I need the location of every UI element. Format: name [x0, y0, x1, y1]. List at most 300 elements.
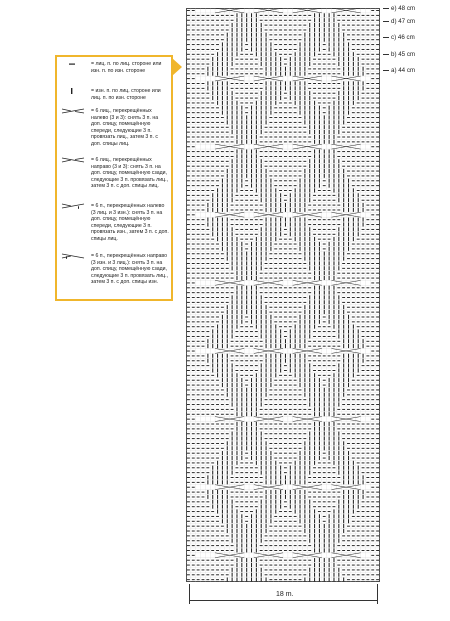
knit-stitch-mark: [260, 209, 263, 210]
knit-stitch-mark: [362, 506, 365, 507]
purl-stitch-mark: [304, 193, 305, 197]
purl-stitch-mark: [212, 480, 213, 484]
purl-stitch-mark: [261, 329, 262, 333]
knit-stitch-mark: [376, 175, 379, 176]
purl-stitch-mark: [236, 28, 237, 32]
purl-stitch-mark: [212, 466, 213, 470]
knit-stitch-mark: [187, 535, 190, 536]
knit-stitch-mark: [211, 180, 214, 181]
purl-stitch-mark: [343, 179, 344, 183]
knit-stitch-mark: [197, 229, 200, 230]
knit-stitch-mark: [328, 234, 331, 235]
knit-stitch-mark: [284, 287, 287, 288]
knit-stitch-mark: [376, 83, 379, 84]
purl-stitch-mark: [222, 86, 223, 90]
knit-stitch-mark: [240, 88, 243, 89]
knit-stitch-mark: [284, 98, 287, 99]
knit-stitch-mark: [245, 64, 248, 65]
purl-stitch-mark: [338, 300, 339, 304]
knit-stitch-mark: [299, 569, 302, 570]
purl-stitch-mark: [338, 38, 339, 42]
width-label: 18 m.: [276, 591, 294, 598]
knit-stitch-mark: [323, 185, 326, 186]
knit-stitch-mark: [226, 535, 229, 536]
purl-stitch-mark: [256, 543, 257, 547]
purl-stitch-mark: [338, 325, 339, 329]
knit-stitch-mark: [357, 292, 360, 293]
purl-stitch-mark: [270, 495, 271, 499]
knit-stitch-mark: [274, 433, 277, 434]
knit-stitch-mark: [328, 205, 331, 206]
knit-stitch-mark: [366, 287, 369, 288]
knit-stitch-mark: [265, 161, 268, 162]
knit-stitch-mark: [366, 336, 369, 337]
knit-stitch-mark: [250, 229, 253, 230]
purl-stitch-mark: [261, 52, 262, 56]
purl-stitch-mark: [348, 179, 349, 183]
knit-stitch-mark: [211, 278, 214, 279]
purl-stitch-mark: [314, 461, 315, 465]
knit-stitch-mark: [279, 268, 282, 269]
purl-stitch-mark: [314, 509, 315, 513]
purl-stitch-mark: [333, 300, 334, 304]
purl-stitch-mark: [261, 188, 262, 192]
knit-stitch-mark: [337, 482, 340, 483]
knit-stitch-mark: [187, 511, 190, 512]
knit-stitch-mark: [323, 365, 326, 366]
purl-stitch-mark: [338, 441, 339, 445]
knit-stitch-mark: [294, 185, 297, 186]
purl-stitch-mark: [299, 218, 300, 222]
purl-stitch-mark: [256, 422, 257, 426]
purl-stitch-mark: [232, 315, 233, 319]
knit-stitch-mark: [362, 472, 365, 473]
knit-stitch-mark: [371, 487, 374, 488]
knit-stitch-mark: [192, 555, 195, 556]
knit-stitch-mark: [352, 394, 355, 395]
knit-stitch-mark: [366, 127, 369, 128]
knit-stitch-mark: [187, 516, 190, 517]
knit-stitch-mark: [274, 317, 277, 318]
knit-stitch-mark: [347, 166, 350, 167]
purl-stitch-mark: [241, 154, 242, 158]
knit-stitch-mark: [206, 93, 209, 94]
purl-stitch-mark: [246, 436, 247, 440]
knit-stitch-mark: [376, 20, 379, 21]
knit-stitch-mark: [289, 526, 292, 527]
knit-stitch-mark: [328, 88, 331, 89]
knit-stitch-mark: [187, 258, 190, 259]
purl-stitch-mark: [236, 568, 237, 572]
purl-stitch-mark: [256, 300, 257, 304]
knit-stitch-mark: [313, 472, 316, 473]
purl-stitch-mark: [280, 490, 281, 494]
knit-stitch-mark: [202, 462, 205, 463]
knit-stitch-mark: [255, 209, 258, 210]
knit-stitch-mark: [308, 550, 311, 551]
purl-stitch-mark: [236, 456, 237, 460]
purl-stitch-mark: [251, 252, 252, 256]
purl-stitch-mark: [236, 169, 237, 173]
purl-stitch-mark: [333, 315, 334, 319]
purl-stitch-mark: [256, 106, 257, 110]
purl-stitch-mark: [280, 368, 281, 372]
purl-stitch-mark: [241, 436, 242, 440]
knit-stitch-mark: [376, 492, 379, 493]
knit-stitch-mark: [202, 248, 205, 249]
knit-stitch-mark: [260, 278, 263, 279]
purl-stitch-mark: [241, 393, 242, 397]
knit-stitch-mark: [342, 545, 345, 546]
purl-stitch-mark: [275, 96, 276, 100]
knit-stitch-mark: [192, 141, 195, 142]
purl-stitch-mark: [251, 524, 252, 528]
knit-stitch-mark: [323, 482, 326, 483]
knit-stitch-mark: [260, 151, 263, 152]
knit-stitch-mark: [366, 516, 369, 517]
knit-stitch-mark: [371, 375, 374, 376]
knit-stitch-mark: [284, 117, 287, 118]
knit-stitch-mark: [226, 404, 229, 405]
purl-stitch-mark: [241, 519, 242, 523]
knit-stitch-mark: [352, 443, 355, 444]
knit-stitch-mark: [376, 107, 379, 108]
purl-stitch-mark: [333, 393, 334, 397]
knit-stitch-mark: [371, 555, 374, 556]
knit-stitch-mark: [376, 331, 379, 332]
knit-stitch-mark: [245, 317, 248, 318]
purl-stitch-mark: [304, 490, 305, 494]
knit-stitch-mark: [226, 409, 229, 410]
knit-stitch-mark: [337, 141, 340, 142]
knit-stitch-mark: [202, 73, 205, 74]
purl-stitch-mark: [309, 471, 310, 475]
purl-stitch-mark: [304, 373, 305, 377]
purl-stitch-mark: [227, 383, 228, 387]
knit-stitch-mark: [347, 30, 350, 31]
knit-stitch-mark: [211, 44, 214, 45]
purl-stitch-mark: [338, 106, 339, 110]
knit-stitch-mark: [323, 49, 326, 50]
knit-stitch-mark: [274, 389, 277, 390]
knit-stitch-mark: [289, 151, 292, 152]
knit-stitch-mark: [342, 560, 345, 561]
purl-stitch-mark: [343, 81, 344, 85]
purl-stitch-mark: [266, 514, 267, 518]
knit-stitch-mark: [313, 205, 316, 206]
knit-stitch-mark: [206, 132, 209, 133]
knit-stitch-mark: [187, 569, 190, 570]
knit-stitch-mark: [294, 550, 297, 551]
knit-stitch-mark: [187, 307, 190, 308]
purl-stitch-mark: [251, 256, 252, 260]
knit-stitch-mark: [357, 132, 360, 133]
knit-stitch-mark: [240, 73, 243, 74]
knit-stitch-mark: [192, 506, 195, 507]
knit-stitch-mark: [206, 565, 209, 566]
purl-stitch-mark: [348, 193, 349, 197]
knit-stitch-mark: [216, 44, 219, 45]
purl-stitch-mark: [261, 509, 262, 513]
knit-stitch-mark: [211, 175, 214, 176]
knit-stitch-mark: [328, 190, 331, 191]
purl-stitch-mark: [319, 534, 320, 538]
knit-stitch-mark: [289, 112, 292, 113]
knit-stitch-mark: [371, 448, 374, 449]
knit-stitch-mark: [265, 428, 268, 429]
knit-stitch-mark: [279, 535, 282, 536]
purl-stitch-mark: [227, 359, 228, 363]
purl-stitch-mark: [251, 558, 252, 562]
purl-stitch-mark: [314, 398, 315, 402]
purl-stitch-mark: [329, 300, 330, 304]
legend-box: [55, 55, 173, 301]
purl-stitch-mark: [343, 310, 344, 314]
knit-stitch-mark: [352, 248, 355, 249]
purl-stitch-mark: [343, 91, 344, 95]
knit-stitch-mark: [221, 540, 224, 541]
purl-stitch-mark: [266, 256, 267, 260]
purl-stitch-mark: [319, 383, 320, 387]
purl-stitch-mark: [217, 495, 218, 499]
knit-stitch-mark: [347, 433, 350, 434]
knit-stitch-mark: [323, 380, 326, 381]
knit-stitch-mark: [376, 64, 379, 65]
purl-stitch-mark: [329, 47, 330, 51]
purl-stitch-mark: [338, 432, 339, 436]
knit-stitch-mark: [231, 414, 234, 415]
knit-stitch-mark: [197, 88, 200, 89]
purl-stitch-mark: [333, 427, 334, 431]
knit-stitch-mark: [265, 297, 268, 298]
purl-stitch-mark: [358, 490, 359, 494]
purl-stitch-mark: [222, 500, 223, 504]
knit-stitch-mark: [376, 531, 379, 532]
knit-stitch-mark: [376, 292, 379, 293]
knit-stitch-mark: [245, 385, 248, 386]
purl-stitch-mark: [353, 62, 354, 66]
purl-stitch-mark: [343, 578, 344, 582]
purl-stitch-mark: [227, 514, 228, 518]
knit-stitch-mark: [294, 389, 297, 390]
knit-stitch-mark: [206, 127, 209, 128]
purl-stitch-mark: [314, 135, 315, 139]
purl-stitch-mark: [324, 159, 325, 163]
knit-stitch-mark: [211, 297, 214, 298]
purl-stitch-mark: [333, 529, 334, 533]
knit-stitch-mark: [352, 545, 355, 546]
knit-stitch-mark: [192, 156, 195, 157]
purl-stitch-mark: [358, 471, 359, 475]
knit-stitch-mark: [187, 467, 190, 468]
knit-stitch-mark: [211, 317, 214, 318]
purl-stitch-mark: [309, 125, 310, 129]
purl-stitch-mark: [261, 300, 262, 304]
purl-stitch-mark: [314, 373, 315, 377]
purl-stitch-mark: [266, 169, 267, 173]
knit-stitch-mark: [211, 268, 214, 269]
knit-stitch-mark: [274, 112, 277, 113]
knit-stitch-mark: [294, 180, 297, 181]
knit-stitch-mark: [303, 574, 306, 575]
knit-stitch-mark: [371, 171, 374, 172]
knit-stitch-mark: [328, 462, 331, 463]
knit-stitch-mark: [206, 112, 209, 113]
knit-stitch-mark: [366, 98, 369, 99]
knit-stitch-mark: [192, 219, 195, 220]
purl-stitch-mark: [236, 256, 237, 260]
height-label-b: b) 45 cm: [391, 51, 416, 58]
purl-stitch-mark: [333, 320, 334, 324]
knit-stitch-mark: [318, 341, 321, 342]
purl-stitch-mark: [338, 198, 339, 202]
knit-stitch-mark: [347, 424, 350, 425]
purl-stitch-mark: [280, 91, 281, 95]
knit-stitch-mark: [323, 248, 326, 249]
purl-stitch-mark: [319, 407, 320, 411]
knit-stitch-mark: [279, 312, 282, 313]
purl-stitch-mark: [227, 188, 228, 192]
knit-stitch-mark: [216, 34, 219, 35]
purl-stitch-mark: [338, 529, 339, 533]
knit-stitch-mark: [192, 112, 195, 113]
knit-stitch-mark: [202, 341, 205, 342]
purl-stitch-mark: [251, 402, 252, 406]
knit-stitch-mark: [260, 560, 263, 561]
knit-stitch-mark: [313, 492, 316, 493]
knit-stitch-mark: [197, 73, 200, 74]
purl-stitch-mark: [343, 256, 344, 260]
knit-stitch-mark: [240, 68, 243, 69]
knit-stitch-mark: [376, 555, 379, 556]
knit-stitch-mark: [376, 526, 379, 527]
knit-stitch-mark: [352, 380, 355, 381]
knit-stitch-mark: [265, 127, 268, 128]
purl-stitch-mark: [222, 368, 223, 372]
knit-stitch-mark: [192, 375, 195, 376]
knit-stitch-mark: [192, 414, 195, 415]
purl-stitch-mark: [358, 72, 359, 76]
knit-stitch-mark: [289, 579, 292, 580]
purl-stitch-mark: [232, 57, 233, 61]
purl-stitch-mark: [280, 480, 281, 484]
purl-stitch-mark: [222, 179, 223, 183]
purl-stitch-mark: [353, 339, 354, 343]
purl-stitch-mark: [222, 359, 223, 363]
knit-stitch-mark: [357, 112, 360, 113]
knit-stitch-mark: [269, 292, 272, 293]
purl-stitch-mark: [246, 115, 247, 119]
knit-stitch-mark: [216, 141, 219, 142]
knit-stitch-mark: [202, 68, 205, 69]
knit-stitch-mark: [357, 263, 360, 264]
purl-stitch-mark: [212, 227, 213, 231]
knit-stitch-mark: [299, 531, 302, 532]
knit-stitch-mark: [289, 404, 292, 405]
knit-stitch-mark: [357, 44, 360, 45]
knit-stitch-mark: [318, 370, 321, 371]
purl-stitch-mark: [295, 471, 296, 475]
knit-stitch-mark: [342, 166, 345, 167]
purl-stitch-mark: [280, 57, 281, 61]
knit-stitch-mark: [376, 326, 379, 327]
purl-stitch-mark: [304, 514, 305, 518]
purl-stitch-mark: [343, 174, 344, 178]
knit-stitch-mark: [211, 127, 214, 128]
knit-stitch-mark: [313, 496, 316, 497]
knit-stitch-mark: [323, 73, 326, 74]
knit-stitch-mark: [284, 297, 287, 298]
knit-stitch-mark: [240, 102, 243, 103]
knit-stitch-mark: [289, 244, 292, 245]
purl-stitch-mark: [270, 490, 271, 494]
knit-stitch-mark: [318, 190, 321, 191]
knit-stitch-mark: [269, 404, 272, 405]
purl-stitch-mark: [266, 329, 267, 333]
knit-stitch-mark: [347, 414, 350, 415]
knit-stitch-mark: [366, 141, 369, 142]
knit-stitch-mark: [342, 433, 345, 434]
knit-stitch-mark: [342, 25, 345, 26]
purl-stitch-mark: [319, 276, 320, 280]
knit-stitch-mark: [226, 560, 229, 561]
knit-stitch-mark: [366, 302, 369, 303]
knit-stitch-mark: [187, 477, 190, 478]
knit-stitch-mark: [366, 161, 369, 162]
knit-stitch-mark: [235, 331, 238, 332]
purl-stitch-mark: [333, 524, 334, 528]
purl-stitch-mark: [295, 72, 296, 76]
knit-stitch-mark: [352, 526, 355, 527]
knit-stitch-mark: [299, 297, 302, 298]
knit-stitch-mark: [352, 516, 355, 517]
knit-stitch-mark: [366, 535, 369, 536]
knit-stitch-mark: [299, 34, 302, 35]
purl-stitch-mark: [304, 38, 305, 42]
purl-stitch-mark: [270, 188, 271, 192]
knit-stitch-mark: [371, 185, 374, 186]
purl-stitch-mark: [314, 412, 315, 416]
knit-stitch-mark: [187, 326, 190, 327]
knit-stitch-mark: [231, 20, 234, 21]
purl-stitch-mark: [251, 149, 252, 153]
purl-stitch-mark: [227, 505, 228, 509]
purl-stitch-mark: [324, 412, 325, 416]
purl-stitch-mark: [333, 310, 334, 314]
purl-stitch-mark: [227, 57, 228, 61]
knit-stitch-mark: [371, 424, 374, 425]
knit-stitch-mark: [192, 49, 195, 50]
knit-stitch-mark: [279, 102, 282, 103]
knit-stitch-mark: [376, 234, 379, 235]
purl-stitch-mark: [358, 67, 359, 71]
knit-stitch-mark: [202, 30, 205, 31]
knit-stitch-mark: [352, 389, 355, 390]
knit-stitch-mark: [274, 399, 277, 400]
purl-stitch-mark: [309, 432, 310, 436]
knit-stitch-mark: [231, 360, 234, 361]
knit-stitch-mark: [366, 200, 369, 201]
purl-stitch-mark: [338, 461, 339, 465]
knit-stitch-mark: [328, 326, 331, 327]
purl-stitch-mark: [343, 222, 344, 226]
purl-stitch-mark: [329, 393, 330, 397]
purl-stitch-mark: [299, 456, 300, 460]
knit-stitch-mark: [245, 370, 248, 371]
knit-stitch-mark: [197, 477, 200, 478]
purl-stitch-mark: [266, 578, 267, 582]
knit-stitch-mark: [192, 195, 195, 196]
